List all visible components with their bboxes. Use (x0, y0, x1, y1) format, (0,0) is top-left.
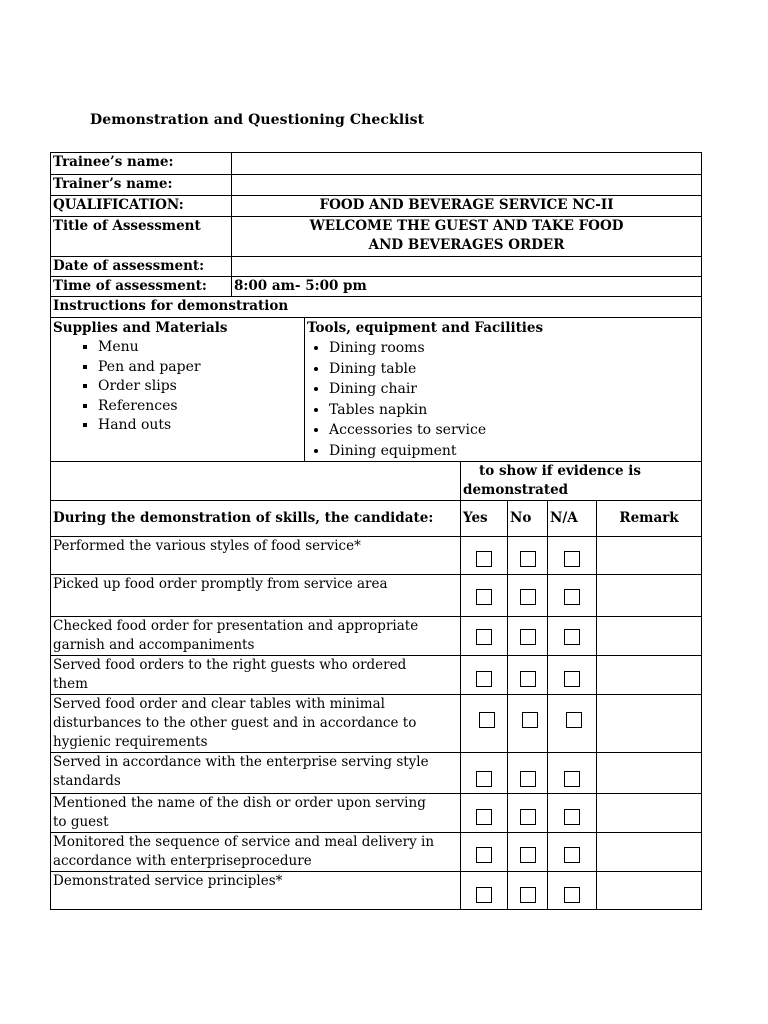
remark-field[interactable] (597, 872, 702, 910)
column-header-row (51, 501, 702, 537)
time-row (51, 277, 702, 297)
evidence-header-blank (51, 462, 461, 501)
yes-checkbox[interactable] (476, 771, 492, 787)
qualification-row (51, 196, 702, 217)
criterion-text (51, 575, 461, 617)
criterion-line: Picked up food order promptly from service area (53, 576, 388, 592)
yes-column-header: Yes (461, 501, 508, 537)
instructions-row (51, 297, 702, 318)
criterion-text (51, 617, 461, 656)
date-field[interactable] (232, 257, 702, 277)
criterion-line: garnish and accompaniments (53, 637, 255, 653)
criterion-line: accordance with enterpriseprocedure (53, 853, 312, 869)
yes-checkbox[interactable] (476, 809, 492, 825)
time-label: Time of assessment: (51, 277, 232, 297)
instructions-label: Instructions for demonstration (51, 297, 702, 318)
na-cell (548, 656, 597, 695)
table-row (51, 695, 702, 753)
na-column-header: N/A (548, 501, 597, 537)
na-checkbox[interactable] (564, 887, 580, 903)
supplies-list (53, 338, 302, 436)
criterion-line: hygienic requirements (53, 734, 208, 750)
criterion-line: Checked food order for presentation and appropriate (53, 618, 419, 634)
na-cell (548, 794, 597, 833)
tools-list (307, 338, 699, 461)
no-cell (508, 753, 548, 794)
assessment-title-label: Title of Assessment (51, 217, 232, 257)
remark-field[interactable] (597, 833, 702, 872)
table-row (51, 575, 702, 617)
assessment-title-line-1: WELCOME THE GUEST AND TAKE FOOD (309, 218, 624, 234)
no-checkbox[interactable] (520, 589, 536, 605)
yes-cell (461, 794, 508, 833)
table-row (51, 833, 702, 872)
criterion-text (51, 656, 461, 695)
criterion-text (51, 537, 461, 575)
no-checkbox[interactable] (520, 771, 536, 787)
na-cell (548, 617, 597, 656)
trainer-label: Trainer’s name: (51, 175, 232, 196)
trainer-name-field[interactable] (232, 175, 702, 196)
yes-cell (461, 753, 508, 794)
criterion-line: Served food orders to the right guests who ordered (53, 657, 407, 673)
criterion-line: them (53, 676, 88, 692)
evidence-header-line-2: demonstrated (463, 482, 569, 498)
na-checkbox[interactable] (564, 671, 580, 687)
yes-cell (461, 575, 508, 617)
na-checkbox[interactable] (566, 712, 582, 728)
supplies-section (51, 318, 305, 462)
trainee-label: Trainee’s name: (51, 153, 232, 175)
tools-item: • Accessories to service (329, 420, 699, 441)
yes-checkbox[interactable] (479, 712, 495, 728)
time-value: 8:00 am- 5:00 pm (232, 277, 702, 297)
tools-item: • Dining equipment (329, 441, 699, 462)
remark-field[interactable] (597, 617, 702, 656)
no-checkbox[interactable] (520, 887, 536, 903)
tools-item: • Dining rooms (329, 338, 699, 359)
remark-field[interactable] (597, 794, 702, 833)
date-label: Date of assessment: (51, 257, 232, 277)
yes-cell (461, 872, 508, 910)
criterion-line: Monitored the sequence of service and meal delivery in (53, 834, 435, 850)
criterion-line: Served food order and clear tables with minimal (53, 696, 385, 712)
table-row (51, 872, 702, 910)
no-checkbox[interactable] (520, 847, 536, 863)
no-cell (508, 537, 548, 575)
na-cell (548, 695, 597, 753)
yes-checkbox[interactable] (476, 629, 492, 645)
criterion-text (51, 794, 461, 833)
no-checkbox[interactable] (520, 809, 536, 825)
na-cell (548, 833, 597, 872)
no-cell (508, 872, 548, 910)
remark-field[interactable] (597, 537, 702, 575)
supplies-heading: Supplies and Materials (53, 320, 228, 336)
evidence-header-line-1: to show if evidence is (479, 463, 641, 479)
no-cell (508, 695, 548, 753)
remark-field[interactable] (597, 753, 702, 794)
criterion-line: Performed the various styles of food service* (53, 538, 361, 554)
criterion-line: Served in accordance with the enterprise serving style (53, 754, 429, 770)
table-row (51, 537, 702, 575)
qualification-value: FOOD AND BEVERAGE SERVICE NC-II (232, 196, 702, 217)
na-cell (548, 537, 597, 575)
qualification-label: QUALIFICATION: (51, 196, 232, 217)
assessment-title-line-2: AND BEVERAGES ORDER (368, 237, 565, 253)
supplies-item: ▪ Order slips (98, 377, 302, 397)
tools-section (305, 318, 702, 462)
no-cell (508, 833, 548, 872)
candidate-header: During the demonstration of skills, the candidate: (51, 501, 461, 537)
yes-cell (461, 656, 508, 695)
no-cell (508, 575, 548, 617)
table-row (51, 617, 702, 656)
supplies-item: ▪ Menu (98, 338, 302, 358)
no-checkbox[interactable] (520, 629, 536, 645)
na-cell (548, 872, 597, 910)
criterion-text (51, 753, 461, 794)
table-row (51, 656, 702, 695)
na-checkbox[interactable] (564, 847, 580, 863)
yes-cell (461, 537, 508, 575)
yes-checkbox[interactable] (476, 589, 492, 605)
yes-checkbox[interactable] (476, 887, 492, 903)
no-checkbox[interactable] (522, 712, 538, 728)
date-row (51, 257, 702, 277)
criterion-line: standards (53, 773, 121, 789)
criterion-line: to guest (53, 814, 109, 830)
no-checkbox[interactable] (520, 551, 536, 567)
yes-checkbox[interactable] (476, 671, 492, 687)
no-cell (508, 617, 548, 656)
table-row (51, 794, 702, 833)
evidence-header (461, 462, 702, 501)
na-checkbox[interactable] (564, 551, 580, 567)
criterion-text (51, 695, 461, 753)
supplies-item: ▪ Hand outs (98, 416, 302, 436)
tools-heading: Tools, equipment and Facilities (307, 320, 544, 336)
na-checkbox[interactable] (564, 771, 580, 787)
no-cell (508, 656, 548, 695)
tools-item: • Dining table (329, 359, 699, 380)
trainer-row (51, 175, 702, 196)
na-checkbox[interactable] (564, 589, 580, 605)
yes-checkbox[interactable] (476, 847, 492, 863)
criterion-line: disturbances to the other guest and in accordance to (53, 715, 417, 731)
na-checkbox[interactable] (564, 809, 580, 825)
na-checkbox[interactable] (564, 629, 580, 645)
trainee-name-field[interactable] (232, 153, 702, 175)
criterion-text (51, 872, 461, 910)
remark-field[interactable] (597, 695, 702, 753)
tools-item: • Dining chair (329, 379, 699, 400)
supplies-item: ▪ Pen and paper (98, 358, 302, 378)
trainee-row (51, 153, 702, 175)
evidence-header-row (51, 462, 702, 501)
criterion-line: Demonstrated service principles* (53, 873, 283, 889)
remark-column-header: Remark (597, 501, 702, 537)
yes-cell (461, 695, 508, 753)
yes-cell (461, 617, 508, 656)
supplies-item: ▪ References (98, 397, 302, 417)
na-cell (548, 575, 597, 617)
checklist-form (50, 152, 702, 910)
assessment-title-row (51, 217, 702, 257)
remark-field[interactable] (597, 656, 702, 695)
remark-field[interactable] (597, 575, 702, 617)
tools-item: • Tables napkin (329, 400, 699, 421)
na-cell (548, 753, 597, 794)
criterion-line: Mentioned the name of the dish or order upon serving (53, 795, 426, 811)
table-row (51, 753, 702, 794)
assessment-title-value (232, 217, 702, 257)
yes-checkbox[interactable] (476, 551, 492, 567)
supplies-tools-row (51, 318, 702, 462)
no-checkbox[interactable] (520, 671, 536, 687)
no-cell (508, 794, 548, 833)
criterion-text (51, 833, 461, 872)
yes-cell (461, 833, 508, 872)
no-column-header: No (508, 501, 548, 537)
document-title: Demonstration and Questioning Checklist (90, 112, 425, 128)
